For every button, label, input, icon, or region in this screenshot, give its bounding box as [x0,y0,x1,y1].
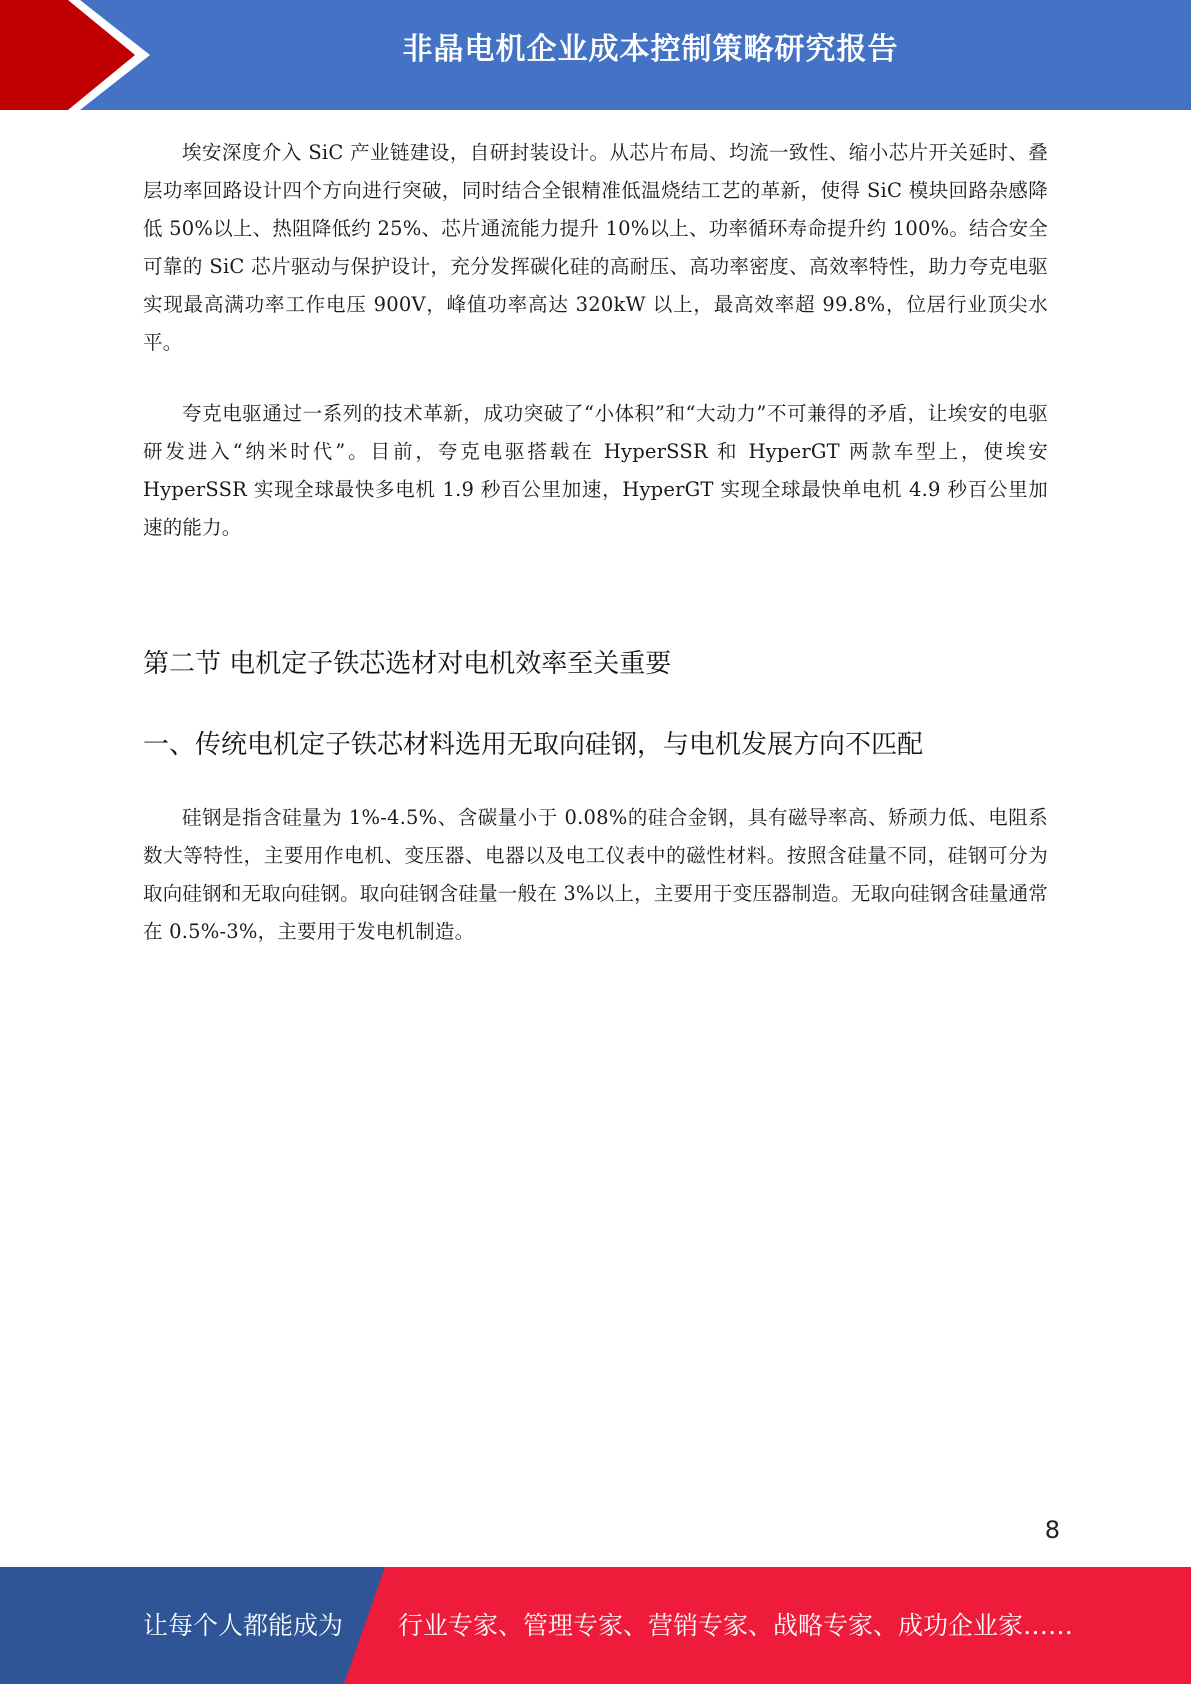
paragraph-sic-module: 埃安深度介入 SiC 产业链建设，自研封装设计。从芯片布局、均流一致性、缩小芯片开关延时、叠层功率回路设计四个方向进行突破，同时结合全银精准低温烧结工艺的革新，使得 SiC 模块回路杂感降低 50%以上、热阻降低约 25%、芯片通流能力提升 10%以上、功率循环寿命提升约 100%。结合安全可靠的 SiC 芯片驱动与保护设计，充分发挥碳化硅的高耐压、高功率密度、高效率特性，助力夸克电驱实现最高满功率工作电压 900V，峰值功率高达 320kW 以上，最高效率超 99.8%，位居行业顶尖水平。 [143,141,1048,354]
footer-slogan-right: 行业专家、管理专家、营销专家、战略专家、成功企业家…… [398,1611,1074,1640]
header-arrow-red [0,0,135,110]
header-arrow-decoration [0,0,160,110]
footer-slogan-left: 让每个人都能成为 [143,1611,344,1640]
page-header [0,0,1191,110]
paragraph-silicon-steel: 硅钢是指含硅量为 1%-4.5%、含碳量小于 0.08%的硅合金钢，具有磁导率高、矫顽力低、电阻系数大等特性，主要用作电机、变压器、电器以及电工仪表中的磁性材料。按照含硅量不同，硅钢可分为取向硅钢和无取向硅钢。取向硅钢含硅量一般在 3%以上，主要用于变压器制造。无取向硅钢含硅量通常在 0.5%-3%，主要用于发电机制造。 [143,806,1048,943]
page-footer [0,1567,1191,1684]
report-title: 非晶电机企业成本控制策略研究报告 [402,32,899,67]
sub-heading: 一、传统电机定子铁芯材料选用无取向硅钢，与电机发展方向不匹配 [143,730,924,760]
paragraph-quark-drive: 夸克电驱通过一系列的技术革新，成功突破了“小体积”和“大动力”不可兼得的矛盾，让埃安的电驱研发进入“纳米时代”。目前，夸克电驱搭载在 HyperSSR 和 HyperGT 两款车型上，使埃安 HyperSSR 实现全球最快多电机 1.9 秒百公里加速，HyperGT 实现全球最快单电机 4.9 秒百公里加速的能力。 [143,402,1048,539]
page-number: 8 [1044,1516,1060,1544]
section-heading: 第二节 电机定子铁芯选材对电机效率至关重要 [143,649,672,679]
